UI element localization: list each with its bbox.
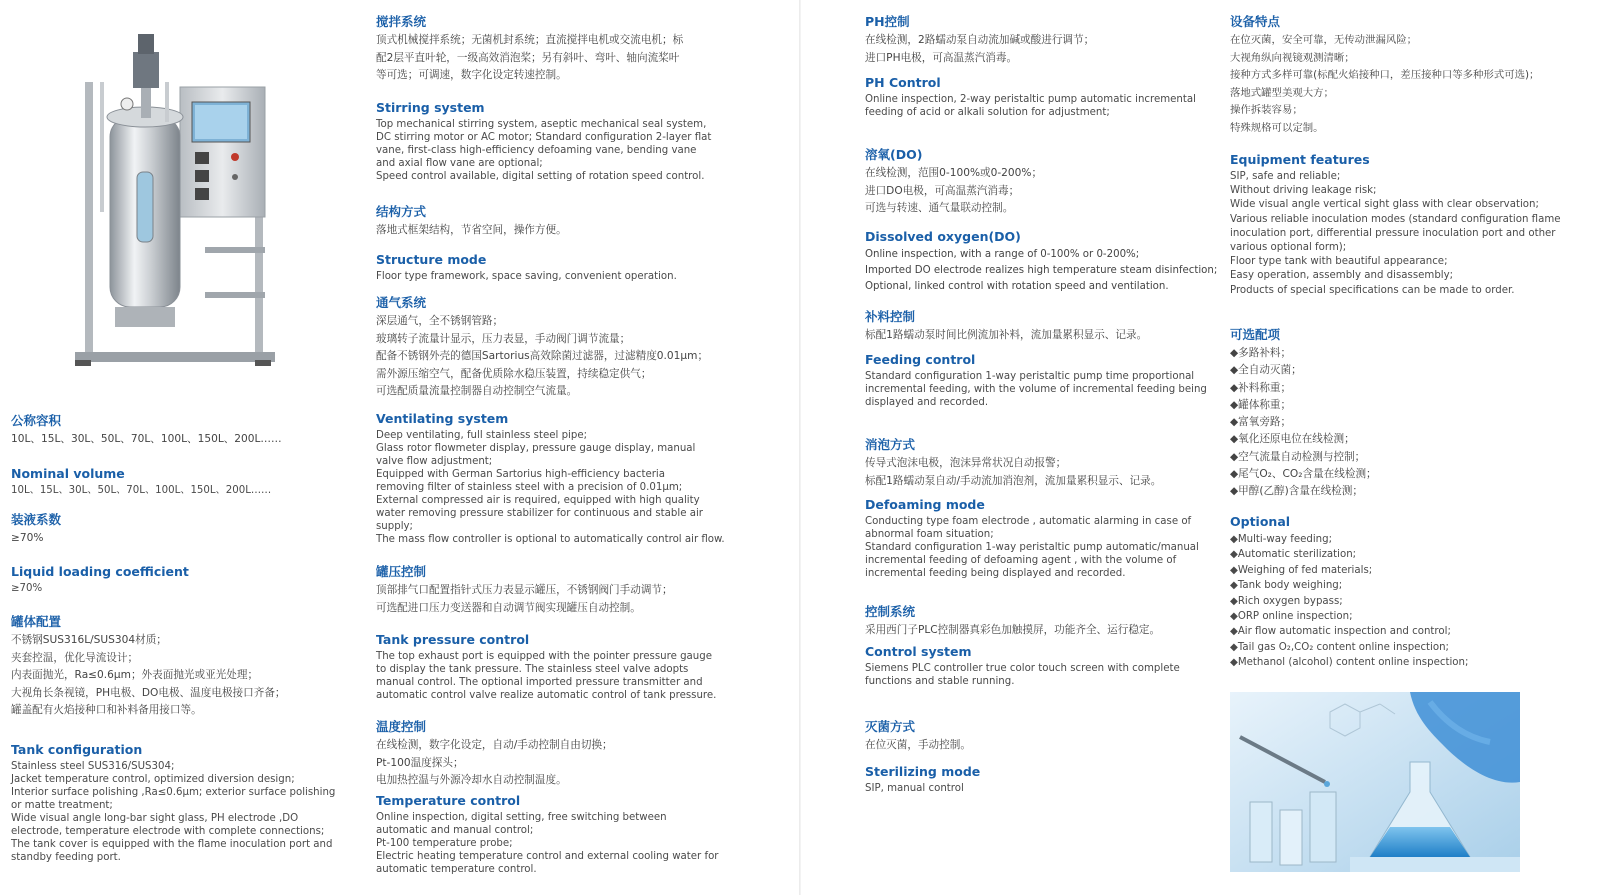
text-line: water removing pressure stabilizer for continuous and stable air: [376, 508, 703, 519]
text-line: 可选配进口压力变送器和自动调节阀实现罐压自动控制。: [376, 601, 641, 614]
text-line: External compressed air is required, equipped with high quality: [376, 495, 700, 506]
text-line: electrode, temperature electrode with complete connections;: [11, 826, 325, 837]
control-zh: [865, 604, 1160, 640]
text-line: incremental feeding, with the volume of incremental feeding being: [865, 384, 1207, 395]
section-body: [11, 760, 335, 864]
text-line: to display the tank pressure. The stainless steel valve adopts: [376, 664, 689, 675]
text-line: 10L、15L、30L、50L、70L、100L、150L、200L……: [11, 433, 282, 445]
text-line: 在线检测，2路蠕动泵自动流加碱或酸进行调节；: [865, 34, 1095, 46]
liquid-coef-en: [11, 564, 189, 595]
text-line: Interior surface polishing ,Ra≤0.6μm; exterior surface polishing: [11, 787, 336, 798]
text-line: ≥70%: [11, 532, 44, 544]
section-title: Tank pressure control: [376, 632, 530, 647]
text-line: 电加热控温与外源冷却水自动控制温度。: [376, 774, 567, 786]
feeding-zh: [865, 309, 1147, 345]
text-line: SIP, manual control: [865, 783, 964, 794]
bioreactor-fermenter-icon: [55, 22, 295, 392]
text-line: Jacket temperature control, optimized diversion design;: [11, 774, 295, 785]
section-body: [1230, 345, 1377, 501]
section-body: [11, 484, 271, 497]
section-title: 通气系统: [376, 295, 427, 310]
section-body: [11, 582, 189, 595]
section-body: [865, 165, 1042, 218]
text-line: Without driving leakage risk;: [1230, 185, 1377, 197]
section-body: [865, 662, 1180, 688]
text-line: ◆Multi-way feeding;: [1230, 534, 1333, 545]
text-line: The top exhaust port is equipped with the pointer pressure gauge: [376, 651, 712, 662]
text-line: vane, first-class high-efficiency defoaming vane, bending vane: [376, 145, 697, 156]
text-line: Floor type framework, space saving, convenient operation.: [376, 271, 677, 282]
section-title: Ventilating system: [376, 411, 509, 426]
text-line: Optional, linked control with rotation speed and ventilation.: [865, 281, 1169, 292]
text-line: displayed and recorded.: [865, 397, 989, 408]
text-line: Wide visual angle vertical sight glass with clear observation;: [1230, 199, 1539, 211]
optional-zh: [1230, 327, 1377, 501]
section-body: [865, 737, 971, 755]
section-body: [376, 118, 711, 183]
text-line: 内表面抛光，Ra≤0.6μm；外表面抛光或亚光处理；: [11, 669, 259, 681]
section-title: 温度控制: [376, 719, 427, 734]
text-line: 需外源压缩空气，配备优质除水稳压装置，持续稳定供气；: [376, 367, 652, 380]
text-line: 落地式罐型美观大方；: [1230, 86, 1334, 99]
text-line: ◆富氧旁路；: [1230, 416, 1292, 429]
text-line: 顶式机械搅拌系统；无菌机封系统；直流搅拌电机或交流电机；标: [376, 34, 684, 46]
ph-zh: [865, 14, 1094, 67]
text-line: automatic and manual control;: [376, 825, 534, 836]
text-line: 可选与转速、通气量联动控制。: [865, 202, 1014, 214]
text-line: Pt-100 temperature probe;: [376, 838, 513, 849]
text-line: feeding of acid or alkali solution for adjustment;: [865, 107, 1110, 118]
pressure-en: [376, 632, 716, 702]
text-line: Online inspection, 2-way peristaltic pump automatic incremental: [865, 94, 1196, 105]
text-line: 深层通气，全不锈钢管路；: [376, 315, 504, 327]
text-line: 大视角长条视镜，PH电极、DO电极、温度电极接口齐备；: [11, 686, 286, 699]
defoam-en: [865, 497, 1199, 580]
text-line: ◆尾气O₂、CO₂含量在线检测；: [1230, 468, 1377, 481]
section-body: [376, 32, 683, 85]
section-title: 灭菌方式: [865, 719, 916, 734]
section-title: PH控制: [865, 14, 910, 29]
section-body: [376, 429, 725, 546]
section-body: [376, 582, 673, 617]
section-title: Structure mode: [376, 252, 487, 267]
text-line: ◆ORP online inspection;: [1230, 611, 1353, 623]
text-line: 标配1路蠕动泵自动/手动流加消泡剂，流加量累积显示、记录。: [865, 474, 1162, 487]
section-title: Feeding control: [865, 352, 976, 367]
section-body: [376, 650, 716, 702]
text-line: 传导式泡沫电极，泡沫异常状况自动报警；: [865, 457, 1067, 469]
text-line: ◆氧化还原电位在线检测；: [1230, 433, 1355, 446]
sterilizing-zh: [865, 719, 971, 755]
section-title: Control system: [865, 644, 972, 659]
section-body: [1230, 532, 1468, 671]
text-line: 特殊规格可以定制。: [1230, 121, 1324, 134]
text-line: 在线检测，数字化设定，自动/手动控制自由切换；: [376, 739, 613, 751]
section-title: 罐压控制: [376, 564, 427, 579]
section-title: PH Control: [865, 75, 941, 90]
text-line: functions and stable running.: [865, 676, 1015, 687]
text-line: ◆全自动灭菌；: [1230, 364, 1302, 377]
text-line: Standard configuration 1-way peristaltic pump time proportional: [865, 371, 1195, 382]
text-line: Products of special specifications can be made to order.: [1230, 284, 1515, 296]
section-title: 补料控制: [865, 309, 916, 324]
text-line: Deep ventilating, full stainless steel pipe;: [376, 430, 588, 441]
text-line: automatic temperature control.: [376, 864, 537, 875]
feeding-en: [865, 352, 1207, 409]
section-title: Nominal volume: [11, 466, 125, 481]
section-title: Optional: [1230, 514, 1291, 529]
temperature-en: [376, 793, 719, 876]
section-title: 罐体配置: [11, 614, 62, 629]
section-title: Sterilizing mode: [865, 764, 981, 779]
pressure-zh: [376, 564, 673, 617]
text-line: The tank cover is equipped with the flame inoculation port and: [11, 839, 333, 850]
text-line: Equipped with German Sartorius high-efficiency bacteria: [376, 469, 665, 480]
structure-zh: [376, 204, 567, 240]
text-line: 可选配质量流量控制器自动控制空气流量。: [376, 385, 578, 397]
text-line: 进口PH电极，可高温蒸汽消毒。: [865, 51, 1018, 64]
section-title: Tank configuration: [11, 742, 143, 757]
stirring-zh: [376, 14, 683, 85]
text-line: ◆甲醇(乙醇)含量在线检测；: [1230, 485, 1363, 498]
section-body: [865, 32, 1094, 67]
text-line: Floor type tank with beautiful appearance;: [1230, 256, 1448, 268]
liquid-coef-zh: [11, 512, 61, 548]
text-line: incremental feeding of defoaming agent , with the volume of: [865, 555, 1177, 566]
defoam-zh: [865, 437, 1161, 490]
section-body: [865, 455, 1161, 490]
section-body: [865, 515, 1199, 580]
text-line: ◆Methanol (alcohol) content online inspection;: [1230, 657, 1469, 669]
text-line: supply;: [376, 521, 413, 532]
text-line: 操作拆装容易；: [1230, 104, 1303, 116]
text-line: SIP, safe and reliable;: [1230, 171, 1341, 182]
section-title: 消泡方式: [865, 437, 916, 452]
text-line: 接种方式多样可靠(标配火焰接种口，差压接种口等多种形式可选)；: [1230, 69, 1540, 81]
sterilizing-en: [865, 764, 980, 795]
do-en: [865, 229, 1217, 295]
text-line: 罐盖配有火焰接种口和补料备用接口等。: [11, 704, 202, 716]
section-body: [865, 93, 1196, 119]
ventilating-zh: [376, 295, 708, 401]
text-line: ◆Automatic sterilization;: [1230, 549, 1357, 561]
section-title: Stirring system: [376, 100, 485, 115]
tank-config-zh: [11, 614, 286, 720]
text-line: 配备不锈钢外壳的德国Sartorius高效除菌过滤器，过滤精度0.01μm；: [376, 350, 709, 362]
text-line: 不锈钢SUS316L/SUS304材质；: [11, 634, 167, 646]
text-line: ◆补料称重；: [1230, 381, 1292, 394]
lab-flask-pipette-icon: [1230, 692, 1520, 872]
section-body: [376, 270, 677, 283]
ph-en: [865, 75, 1196, 119]
text-line: incremental feeding being displayed and recorded.: [865, 568, 1126, 579]
text-line: 落地式框架结构，节省空间，操作方便。: [376, 224, 567, 236]
features-zh: [1230, 14, 1539, 137]
section-body: [11, 632, 286, 720]
section-body: [865, 247, 1217, 295]
section-title: Dissolved oxygen(DO): [865, 229, 1021, 244]
section-title: Defoaming mode: [865, 497, 985, 512]
text-line: various optional form);: [1230, 242, 1347, 254]
text-line: ◆Tank body weighing;: [1230, 580, 1343, 592]
text-line: 标配1路蠕动泵时间比例流加补料，流加量累积显示、记录。: [865, 329, 1148, 341]
text-line: automatic control valve realize automatic control of tank pressure.: [376, 690, 717, 701]
text-line: Wide visual angle long-bar sight glass, PH electrode ,DO: [11, 813, 299, 824]
section-body: [865, 622, 1160, 640]
text-line: The mass flow controller is optional to automatically control air flow.: [376, 534, 725, 545]
section-title: 溶氧(DO): [865, 147, 923, 162]
text-line: and axial flow vane are optional;: [376, 158, 543, 169]
features-en: [1230, 152, 1561, 298]
optional-en: [1230, 514, 1468, 671]
text-line: 顶部排气口配置指针式压力表显示罐压，不锈钢阀门手动调节；: [376, 584, 673, 596]
section-title: Equipment features: [1230, 152, 1370, 167]
text-line: ◆Rich oxygen bypass;: [1230, 595, 1343, 607]
text-line: 等可选；可调速，数字化设定转速控制。: [376, 69, 567, 81]
text-line: Online inspection, with a range of 0-100% or 0-200%;: [865, 249, 1140, 260]
text-line: valve flow adjustment;: [376, 456, 493, 467]
text-line: Standard configuration 1-way peristaltic pump automatic/manual: [865, 542, 1199, 553]
text-line: Electric heating temperature control and external cooling water for: [376, 851, 719, 862]
control-en: [865, 644, 1180, 688]
section-body: [1230, 32, 1539, 137]
text-line: 在线检测，范围0-100%或0-200%；: [865, 167, 1043, 179]
section-body: [376, 811, 719, 876]
text-line: Conducting type foam electrode , automatic alarming in case of: [865, 516, 1192, 527]
nominal-volume-en: [11, 466, 271, 497]
text-line: Top mechanical stirring system, aseptic mechanical seal system,: [376, 119, 707, 130]
section-body: [376, 313, 708, 401]
section-title: 公称容积: [11, 413, 62, 428]
temperature-zh: [376, 719, 613, 790]
do-zh: [865, 147, 1042, 218]
section-body: [376, 737, 613, 790]
text-line: 采用西门子PLC控制器真彩色加触摸屏，功能齐全、运行稳定。: [865, 624, 1161, 636]
text-line: 在位灭菌，安全可靠，无传动泄漏风险；: [1230, 34, 1418, 46]
section-body: [11, 431, 282, 449]
text-line: inoculation port, differential pressure inoculation port and other: [1230, 227, 1556, 239]
text-line: Easy operation, assembly and disassembly;: [1230, 270, 1454, 282]
section-body: [865, 370, 1207, 409]
text-line: Various reliable inoculation modes (standard configuration flame: [1230, 213, 1561, 225]
text-line: 玻璃转子流量计显示，压力表显，手动阀门调节流量；: [376, 332, 631, 345]
section-body: [865, 782, 980, 795]
text-line: 夹套控温，优化导流设计；: [11, 651, 139, 664]
text-line: Siemens PLC controller true color touch screen with complete: [865, 663, 1180, 674]
tank-config-en: [11, 742, 335, 864]
text-line: 进口DO电极，可高温蒸汽消毒；: [865, 184, 1020, 197]
nominal-volume-zh: [11, 413, 282, 449]
section-title: 装液系数: [11, 512, 62, 527]
text-line: Imported DO electrode realizes high temperature steam disinfection;: [865, 265, 1218, 276]
text-line: ◆多路补料；: [1230, 347, 1292, 359]
structure-en: [376, 252, 677, 283]
text-line: abnormal foam situation;: [865, 529, 994, 540]
ventilating-en: [376, 411, 725, 546]
section-title: 搅拌系统: [376, 14, 427, 29]
text-line: manual control. The optional imported pressure transmitter and: [376, 677, 703, 688]
text-line: ◆罐体称重；: [1230, 398, 1292, 411]
section-body: [376, 222, 567, 240]
text-line: ◆Weighing of fed materials;: [1230, 564, 1373, 576]
section-body: [11, 530, 61, 548]
page-fold: [799, 0, 801, 895]
text-line: Online inspection, digital setting, free switching between: [376, 812, 667, 823]
section-title: 结构方式: [376, 204, 427, 219]
text-line: Stainless steel SUS316/SUS304;: [11, 761, 175, 772]
text-line: ◆Tail gas O₂,CO₂ content online inspection;: [1230, 641, 1449, 653]
text-line: ◆空气流量自动检测与控制；: [1230, 450, 1366, 463]
text-line: removing filter of stainless steel with a precision of 0.01μm;: [376, 482, 683, 493]
stirring-en: [376, 100, 711, 183]
text-line: DC stirring motor or AC motor; Standard configuration 2-layer flat: [376, 132, 712, 143]
section-title: 设备特点: [1230, 14, 1281, 29]
text-line: 大视角纵向视镜观测清晰；: [1230, 51, 1355, 64]
text-line: or matte treatment;: [11, 800, 113, 811]
text-line: Glass rotor flowmeter display, pressure gauge display, manual: [376, 443, 696, 454]
section-body: [865, 327, 1147, 345]
text-line: standby feeding port.: [11, 852, 121, 863]
section-title: 控制系统: [865, 604, 916, 619]
text-line: 配2层平直叶轮，一级高效消泡桨；另有斜叶、弯叶、轴向流桨叶: [376, 51, 680, 64]
text-line: 10L、15L、30L、50L、70L、100L、150L、200L……: [11, 485, 272, 496]
section-body: [1230, 170, 1561, 298]
section-title: Liquid loading coefficient: [11, 564, 189, 579]
text-line: 在位灭菌，手动控制。: [865, 739, 971, 751]
text-line: Speed control available, digital setting of rotation speed control.: [376, 171, 705, 182]
section-title: Temperature control: [376, 793, 521, 808]
text-line: ≥70%: [11, 583, 43, 594]
text-line: Pt-100温度探头；: [376, 756, 464, 769]
text-line: ◆Air flow automatic inspection and control;: [1230, 626, 1451, 638]
section-title: 可选配项: [1230, 327, 1281, 342]
